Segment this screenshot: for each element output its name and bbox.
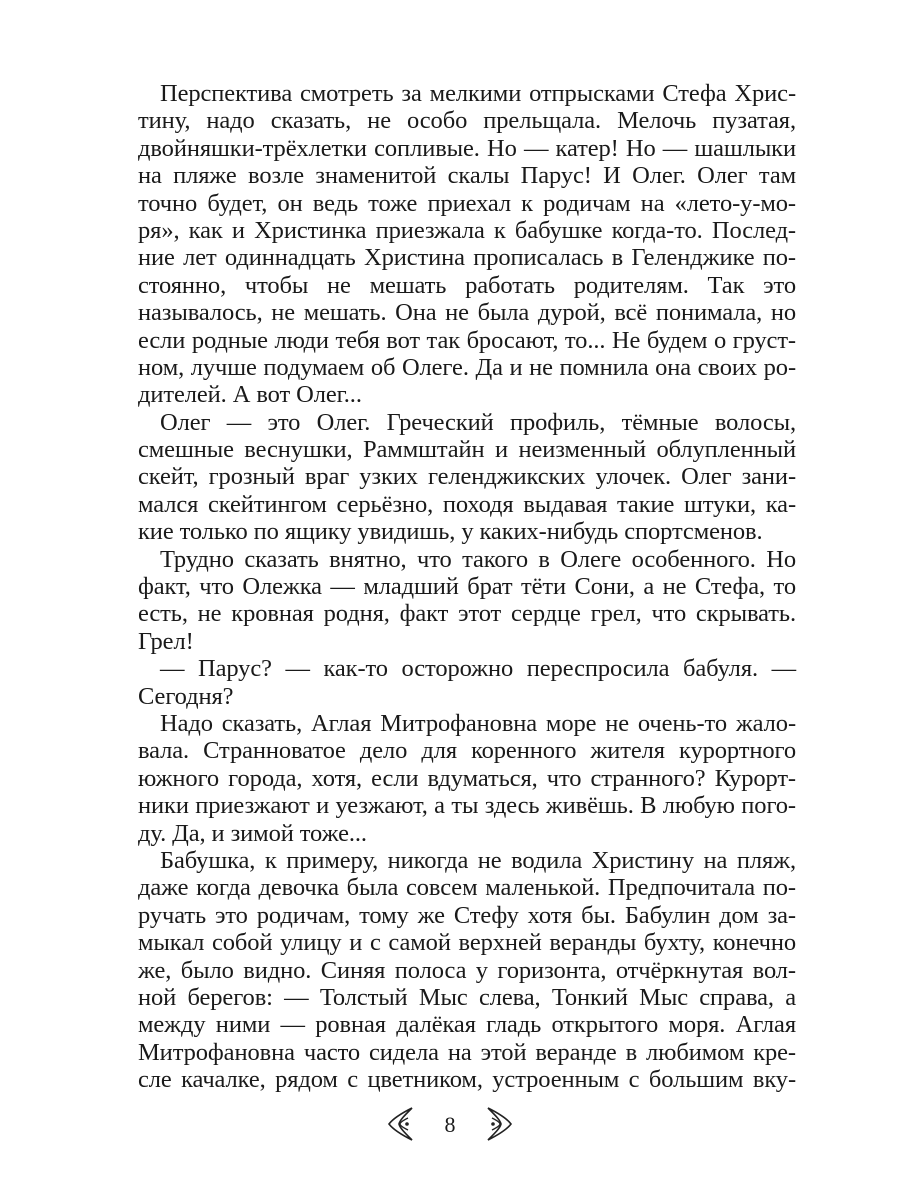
text-line: факт, что Олежка — младший брат тёти Сони, а не Стефа, то (138, 573, 796, 601)
text-line: стоянно, чтобы не мешать работать родителям. Так это (138, 271, 796, 299)
text-line: есть, не кровная родня, факт этот сердце грел, что скрывать. (138, 600, 796, 628)
paragraph (138, 546, 796, 656)
text-line: — Парус? — как-то осторожно переспросила бабуля. — (160, 655, 796, 683)
text-line: ники приезжают и уезжают, а ты здесь живёшь. В любую пого- (138, 792, 796, 820)
text-line: на пляже возле знаменитой скалы Парус! И Олег. Олег там (138, 162, 796, 190)
text-line: вала. Странноватое дело для коренного жителя курортного (138, 737, 796, 765)
text-line: кие только по ящику увидишь, у каких-нибудь спортсменов. (138, 518, 763, 546)
paragraph (138, 655, 796, 710)
text-line: Бабушка, к примеру, никогда не водила Христину на пляж, (160, 846, 796, 874)
paragraph (138, 409, 796, 546)
text-line: двойняшки-трёхлетки сопливые. Но — катер! Но — шашлыки (138, 134, 796, 162)
text-line: мался скейтингом серьёзно, походя выдавая такие штуки, ка- (138, 490, 796, 518)
text-line: Трудно сказать внятно, что такого в Олеге особенного. Но (160, 545, 796, 573)
text-line: сле качалке, рядом с цветником, устроенным с большим вку- (138, 1066, 796, 1094)
text-line: точно будет, он ведь тоже приехал к родичам на «лето-у-мо- (138, 189, 796, 217)
text-line: ном, лучше подумаем об Олеге. Да и не помнила она своих ро- (138, 353, 796, 381)
text-line: ря», как и Христинка приезжала к бабушке когда-то. Послед- (138, 216, 796, 244)
paragraph (138, 710, 796, 847)
text-line: ной берегов: — Толстый Мыс слева, Тонкий Мыс справа, а (138, 983, 796, 1011)
text-line: Грел! (138, 627, 194, 655)
text-line: же, было видно. Синяя полоса у горизонта, отчёркнутая вол- (138, 956, 796, 984)
text-line: Надо сказать, Аглая Митрофановна море не очень-то жало- (160, 709, 796, 737)
text-line: между ними — ровная далёкая гладь открытого моря. Аглая (138, 1011, 796, 1039)
text-line: Сегодня? (138, 682, 234, 710)
page-number: 8 (444, 1112, 456, 1137)
text-line: южного города, хотя, если вдуматься, что странного? Курорт- (138, 764, 796, 792)
page-body-text (138, 80, 796, 1093)
paragraph (138, 80, 796, 409)
text-line: ние лет одиннадцать Христина прописалась в Геленджике по- (138, 244, 796, 272)
text-line: Перспектива смотреть за мелкими отпрысками Стефа Хрис- (160, 80, 796, 107)
paragraph (138, 847, 796, 1094)
text-line: Олег — это Олег. Греческий профиль, тёмные волосы, (160, 408, 796, 436)
text-line: ду. Да, и зимой тоже... (138, 819, 367, 847)
text-line: дителей. А вот Олег... (138, 381, 362, 409)
text-line: Митрофановна часто сидела на этой веранде в любимом кре- (138, 1038, 796, 1066)
text-line: скейт, грозный враг узких геленджикских улочек. Олег зани- (138, 463, 796, 491)
right-ornament-icon (484, 1104, 514, 1144)
text-line: даже когда девочка была совсем маленькой. Предпочитала по- (138, 874, 796, 902)
text-line: мыкал собой улицу и с самой верхней веранды бухту, конечно (138, 929, 796, 957)
text-line: тину, надо сказать, не особо прельщала. Мелочь пузатая, (138, 107, 796, 135)
page-footer (0, 1100, 900, 1150)
text-line: если родные люди тебя вот так бросают, то... Не будем о груст- (138, 326, 796, 354)
text-line: называлось, не мешать. Она не была дурой, всё понимала, но (138, 299, 796, 327)
text-line: ручать это родичам, тому же Стефу хотя бы. Бабулин дом за- (138, 901, 796, 929)
text-line: смешные веснушки, Раммштайн и неизменный облупленный (138, 436, 796, 464)
